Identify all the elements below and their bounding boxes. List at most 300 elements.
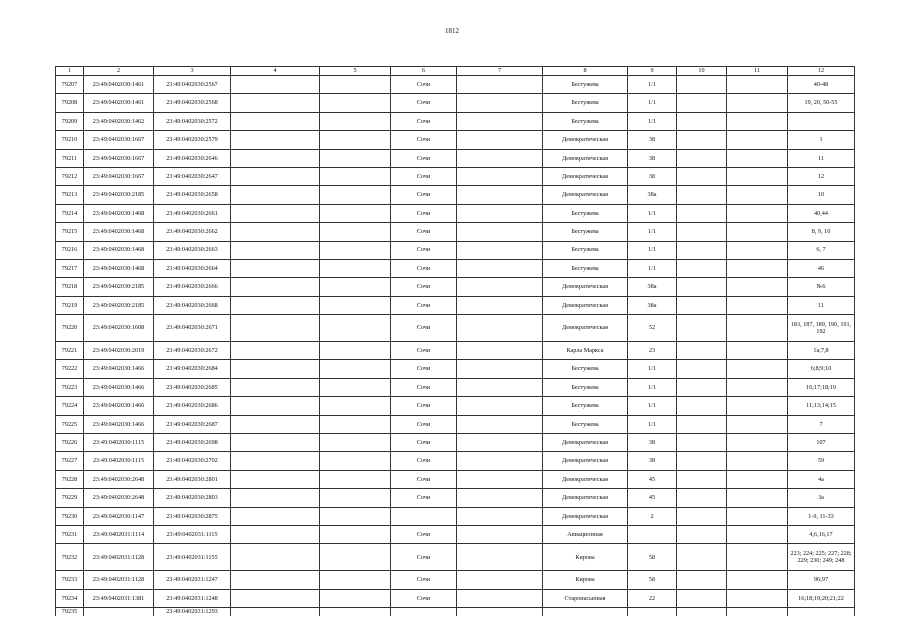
table-cell (231, 223, 320, 241)
table-cell: 79220 (56, 315, 84, 342)
table-cell (320, 434, 391, 452)
table-cell (457, 489, 543, 507)
table-cell: 38 (628, 149, 677, 167)
table-cell: Демократическая (543, 167, 628, 185)
table-cell (727, 76, 788, 94)
table-row (56, 296, 855, 314)
table-cell (727, 589, 788, 607)
table-cell: 10 (788, 186, 855, 204)
table-cell: 23:49:0402031:1293 (154, 608, 231, 616)
table-cell: Бестужева (543, 397, 628, 415)
table-cell: Бестужева (543, 223, 628, 241)
column-header: 4 (231, 67, 320, 76)
table-cell: Демократическая (543, 131, 628, 149)
table-cell: Сочи (391, 204, 457, 222)
table-cell: 23:49:0402030:2684 (154, 360, 231, 378)
table-cell (231, 507, 320, 525)
table-cell: 23:49:0402030:1147 (84, 507, 154, 525)
table-cell (320, 186, 391, 204)
table-cell (457, 241, 543, 259)
table-cell (320, 507, 391, 525)
table-cell: Сочи (391, 378, 457, 396)
table-cell: Демократическая (543, 470, 628, 488)
column-header: 3 (154, 67, 231, 76)
table-cell: 23:49:0402031:1128 (84, 571, 154, 589)
table-cell: 23:49:0402031:1128 (84, 544, 154, 571)
table-cell: Сочи (391, 167, 457, 185)
table-cell: 23:49:0402030:1667 (84, 131, 154, 149)
table-cell: 23:49:0402030:1468 (84, 259, 154, 277)
table-cell (231, 278, 320, 296)
table-cell (320, 278, 391, 296)
table-cell: 52 (628, 315, 677, 342)
table-cell: 19, 20, 50-55 (788, 94, 855, 112)
table-cell: 23:49:0402030:2185 (84, 186, 154, 204)
table-cell (727, 259, 788, 277)
table-cell: Сочи (391, 571, 457, 589)
table-cell: Демократическая (543, 452, 628, 470)
table-cell: Сочи (391, 397, 457, 415)
table-cell (677, 589, 727, 607)
table-cell: 4а (788, 470, 855, 488)
table-cell: 16;18;19;20;21;22 (788, 589, 855, 607)
table-cell (727, 415, 788, 433)
table-cell: 40-48 (788, 76, 855, 94)
table-cell: 22 (628, 589, 677, 607)
table-cell: 7 (788, 415, 855, 433)
table-cell (231, 452, 320, 470)
table-cell (677, 223, 727, 241)
table-cell: 11 (788, 296, 855, 314)
table-cell (727, 204, 788, 222)
table-cell (727, 315, 788, 342)
table-cell: 23:49:0402030:2568 (154, 94, 231, 112)
table-cell: 23:49:0402030:2671 (154, 315, 231, 342)
table-cell (727, 296, 788, 314)
table-row (56, 278, 855, 296)
table-cell: 79208 (56, 94, 84, 112)
table-cell: 38а (628, 278, 677, 296)
table-cell (788, 608, 855, 616)
table-cell (677, 112, 727, 130)
table-cell: 38 (628, 131, 677, 149)
table-cell: Сочи (391, 149, 457, 167)
table-cell (457, 608, 543, 616)
table-cell (320, 131, 391, 149)
table-cell: Сочи (391, 186, 457, 204)
table-cell (320, 571, 391, 589)
table-cell (320, 415, 391, 433)
table-cell: 45 (628, 470, 677, 488)
table-cell: 1 (788, 131, 855, 149)
table-cell: 23:49:0402030:1466 (84, 360, 154, 378)
table-cell: 79230 (56, 507, 84, 525)
table-cell (543, 608, 628, 616)
table-cell: 58 (628, 544, 677, 571)
table-cell: 23:49:0402030:1468 (84, 241, 154, 259)
table-cell (320, 470, 391, 488)
table-cell (677, 241, 727, 259)
table-cell (320, 342, 391, 360)
table-cell (457, 342, 543, 360)
table-cell (457, 259, 543, 277)
table-row (56, 608, 855, 616)
table-cell: 23:49:0402030:2579 (154, 131, 231, 149)
table-row (56, 167, 855, 185)
table-cell: 1/1 (628, 76, 677, 94)
table-cell (677, 525, 727, 543)
column-header: 10 (677, 67, 727, 76)
table-cell (457, 223, 543, 241)
table-cell: 38 (628, 434, 677, 452)
table-cell: 79214 (56, 204, 84, 222)
table-cell: 1/1 (628, 360, 677, 378)
table-cell (677, 544, 727, 571)
table-row (56, 452, 855, 470)
table-cell (320, 112, 391, 130)
table-cell: 79226 (56, 434, 84, 452)
table-cell: 23:49:0402031:1114 (84, 525, 154, 543)
table-cell (727, 544, 788, 571)
table-cell (457, 452, 543, 470)
table-cell: 23:49:0402031:1155 (154, 544, 231, 571)
table-row (56, 94, 855, 112)
table-row (56, 415, 855, 433)
table-row (56, 470, 855, 488)
table-cell: Бестужева (543, 204, 628, 222)
table-cell (320, 489, 391, 507)
table-cell (231, 378, 320, 396)
table-cell: 11;13;14;15 (788, 397, 855, 415)
table-row (56, 186, 855, 204)
table-cell: 23:49:0402030:2702 (154, 452, 231, 470)
table-cell (457, 204, 543, 222)
table-cell: 79223 (56, 378, 84, 396)
table-cell: 1/1 (628, 397, 677, 415)
table-cell: 79232 (56, 544, 84, 571)
table-row (56, 315, 855, 342)
table-row (56, 360, 855, 378)
table-cell (457, 296, 543, 314)
table-cell (677, 434, 727, 452)
table-cell: 23:49:0402030:2646 (154, 149, 231, 167)
table-cell (677, 186, 727, 204)
table-cell: 79227 (56, 452, 84, 470)
table-cell: 23:49:0402030:2185 (84, 278, 154, 296)
table-cell: 38 (628, 167, 677, 185)
table-cell (457, 525, 543, 543)
table-cell (457, 507, 543, 525)
table-cell: 6;8;9;10 (788, 360, 855, 378)
table-cell: Сочи (391, 76, 457, 94)
table-cell: Демократическая (543, 149, 628, 167)
table-cell (677, 296, 727, 314)
table-cell: 23:49:0402030:2698 (154, 434, 231, 452)
table-cell: Демократическая (543, 278, 628, 296)
table-cell: 45 (628, 489, 677, 507)
table-cell: 23:49:0402030:2019 (84, 342, 154, 360)
table-cell: Сочи (391, 112, 457, 130)
table-cell (320, 149, 391, 167)
table-cell: 79210 (56, 131, 84, 149)
table-cell: 12 (788, 167, 855, 185)
table-cell: 183, 187, 189, 190, 191, 192 (788, 315, 855, 342)
table-cell (457, 434, 543, 452)
table-cell: 79235 (56, 608, 84, 616)
table-cell: 23:49:0402030:2685 (154, 378, 231, 396)
table-cell: 1/1 (628, 223, 677, 241)
table-cell: Сочи (391, 360, 457, 378)
table-cell: 23:49:0402030:2648 (84, 470, 154, 488)
table-cell (231, 608, 320, 616)
table-cell: 1/1 (628, 112, 677, 130)
table-cell (231, 131, 320, 149)
table-cell (457, 315, 543, 342)
table-cell (677, 415, 727, 433)
table-row (56, 241, 855, 259)
table-cell: Демократическая (543, 434, 628, 452)
table-cell (231, 296, 320, 314)
table-cell: 23:49:0402031:1381 (84, 589, 154, 607)
table-row (56, 204, 855, 222)
table-cell: 79215 (56, 223, 84, 241)
table-cell (457, 544, 543, 571)
table-cell: Бестужева (543, 360, 628, 378)
table-cell: 23:49:0402030:1461 (84, 76, 154, 94)
table-cell (391, 608, 457, 616)
table-cell (457, 571, 543, 589)
table-cell (457, 378, 543, 396)
table-cell: 23 (628, 342, 677, 360)
table-cell: 107 (788, 434, 855, 452)
table-cell: 1/1 (628, 94, 677, 112)
table-cell: 40,44 (788, 204, 855, 222)
table-cell: 23:49:0402030:2668 (154, 296, 231, 314)
table-cell: Авиационная (543, 525, 628, 543)
table-cell: 1/1 (628, 259, 677, 277)
table-cell (677, 278, 727, 296)
table-cell: 23:49:0402030:2567 (154, 76, 231, 94)
table-cell: Сочи (391, 434, 457, 452)
table-cell: 23:49:0402030:1608 (84, 315, 154, 342)
table-cell: 1-9, 11-33 (788, 507, 855, 525)
table-row (56, 342, 855, 360)
table-cell (320, 76, 391, 94)
table-cell: 79229 (56, 489, 84, 507)
table-cell: 58 (628, 571, 677, 589)
table-cell (677, 397, 727, 415)
table-cell (320, 259, 391, 277)
table-cell (84, 608, 154, 616)
column-header: 11 (727, 67, 788, 76)
table-cell: 46 (788, 259, 855, 277)
table-cell (457, 186, 543, 204)
table-cell (231, 571, 320, 589)
table-cell: 79212 (56, 167, 84, 185)
column-header: 9 (628, 67, 677, 76)
table-cell (457, 470, 543, 488)
table-cell: Сочи (391, 278, 457, 296)
table-cell (231, 167, 320, 185)
table-cell: 23:49:0402030:1466 (84, 415, 154, 433)
table-cell: 38а (628, 296, 677, 314)
table-cell: Сочи (391, 589, 457, 607)
table-cell: 59 (788, 452, 855, 470)
table-cell: Бестужева (543, 241, 628, 259)
table-cell: Сочи (391, 342, 457, 360)
table-cell: 23:49:0402030:1466 (84, 378, 154, 396)
table-cell (677, 489, 727, 507)
table-cell (677, 76, 727, 94)
table-cell (677, 507, 727, 525)
table-cell (457, 397, 543, 415)
table-cell: Демократическая (543, 186, 628, 204)
table-cell (677, 204, 727, 222)
table-cell (457, 415, 543, 433)
table-cell: Демократическая (543, 296, 628, 314)
table-cell: 1/1 (628, 241, 677, 259)
table-cell: Сочи (391, 544, 457, 571)
table-cell (677, 342, 727, 360)
table-cell (677, 470, 727, 488)
column-header: 2 (84, 67, 154, 76)
table-cell: Сочи (391, 131, 457, 149)
table-cell: Карла Маркса (543, 342, 628, 360)
table-cell: Сочи (391, 315, 457, 342)
table-cell: 79233 (56, 571, 84, 589)
table-row (56, 571, 855, 589)
table-cell: Сочи (391, 259, 457, 277)
table-cell (677, 360, 727, 378)
table-cell (320, 296, 391, 314)
table-cell: Сочи (391, 241, 457, 259)
column-header: 5 (320, 67, 391, 76)
table-cell: 23:49:0402030:2803 (154, 489, 231, 507)
table-cell (457, 76, 543, 94)
table-cell (320, 360, 391, 378)
table-cell (727, 223, 788, 241)
table-cell (677, 571, 727, 589)
table-cell: Бестужева (543, 112, 628, 130)
table-cell: 23:49:0402030:2648 (84, 489, 154, 507)
table-cell: 23:49:0402030:2666 (154, 278, 231, 296)
table-cell: 1/1 (628, 204, 677, 222)
table-cell (231, 434, 320, 452)
table-cell (727, 131, 788, 149)
table-cell (727, 489, 788, 507)
table-cell (457, 149, 543, 167)
table-cell: 23:49:0402031:1115 (154, 525, 231, 543)
table-cell: Сочи (391, 452, 457, 470)
column-header: 12 (788, 67, 855, 76)
table-row (56, 507, 855, 525)
table-cell: Бестужева (543, 76, 628, 94)
table-cell (231, 94, 320, 112)
table-cell: 23:49:0402030:1468 (84, 223, 154, 241)
table-row (56, 259, 855, 277)
table-cell (320, 204, 391, 222)
table-cell: 79234 (56, 589, 84, 607)
table-cell: 79224 (56, 397, 84, 415)
table-cell: Сочи (391, 296, 457, 314)
table-cell (727, 112, 788, 130)
table-cell (231, 204, 320, 222)
table-cell: Демократическая (543, 507, 628, 525)
table-cell: 23:49:0402030:1466 (84, 397, 154, 415)
table-cell (677, 167, 727, 185)
table-cell (727, 94, 788, 112)
table-cell: 79207 (56, 76, 84, 94)
table-cell (727, 608, 788, 616)
table-cell: 1/1 (628, 378, 677, 396)
table-cell (231, 76, 320, 94)
table-cell (320, 378, 391, 396)
table-cell: 23:49:0402030:1115 (84, 434, 154, 452)
table-cell: 23:49:0402030:2801 (154, 470, 231, 488)
table-cell: 23:49:0402030:1115 (84, 452, 154, 470)
table-cell (457, 94, 543, 112)
table-cell (457, 112, 543, 130)
table-cell: 79231 (56, 525, 84, 543)
table-cell: 23:49:0402030:2664 (154, 259, 231, 277)
table-cell: 79217 (56, 259, 84, 277)
table-cell (231, 470, 320, 488)
table-cell (727, 186, 788, 204)
table-cell (457, 167, 543, 185)
table-row (56, 378, 855, 396)
table-cell: Бестужева (543, 378, 628, 396)
table-cell: 38а (628, 186, 677, 204)
table-cell: 1/1 (628, 415, 677, 433)
table-cell: 79211 (56, 149, 84, 167)
table-cell: 23:49:0402030:2185 (84, 296, 154, 314)
table-cell: 8, 9, 10 (788, 223, 855, 241)
column-header: 7 (457, 67, 543, 76)
table-cell: 23:49:0402030:1462 (84, 112, 154, 130)
table-cell (677, 131, 727, 149)
table-cell (727, 470, 788, 488)
table-cell (320, 94, 391, 112)
table-cell: 23:49:0402030:2672 (154, 342, 231, 360)
table-cell: Кирова (543, 571, 628, 589)
table-cell: №6 (788, 278, 855, 296)
table-cell (677, 259, 727, 277)
table-row (56, 544, 855, 571)
table-cell (320, 167, 391, 185)
table-cell (231, 342, 320, 360)
table-cell (677, 608, 727, 616)
page-number: 1812 (445, 27, 459, 35)
table-cell: 1а;7,8 (788, 342, 855, 360)
table-cell: 79213 (56, 186, 84, 204)
registry-table (55, 66, 855, 616)
table-cell (677, 94, 727, 112)
table-cell (677, 315, 727, 342)
table-cell: Бестужева (543, 415, 628, 433)
table-cell (727, 434, 788, 452)
table-cell (727, 342, 788, 360)
table-cell: 23:49:0402030:2661 (154, 204, 231, 222)
table-cell (677, 378, 727, 396)
table-header-row (56, 67, 855, 76)
table-cell (677, 452, 727, 470)
table-cell (320, 315, 391, 342)
table-cell: Сочи (391, 525, 457, 543)
table-cell: 4,6,16,17 (788, 525, 855, 543)
table-cell: Бестужева (543, 259, 628, 277)
table-cell (727, 507, 788, 525)
table-row (56, 489, 855, 507)
